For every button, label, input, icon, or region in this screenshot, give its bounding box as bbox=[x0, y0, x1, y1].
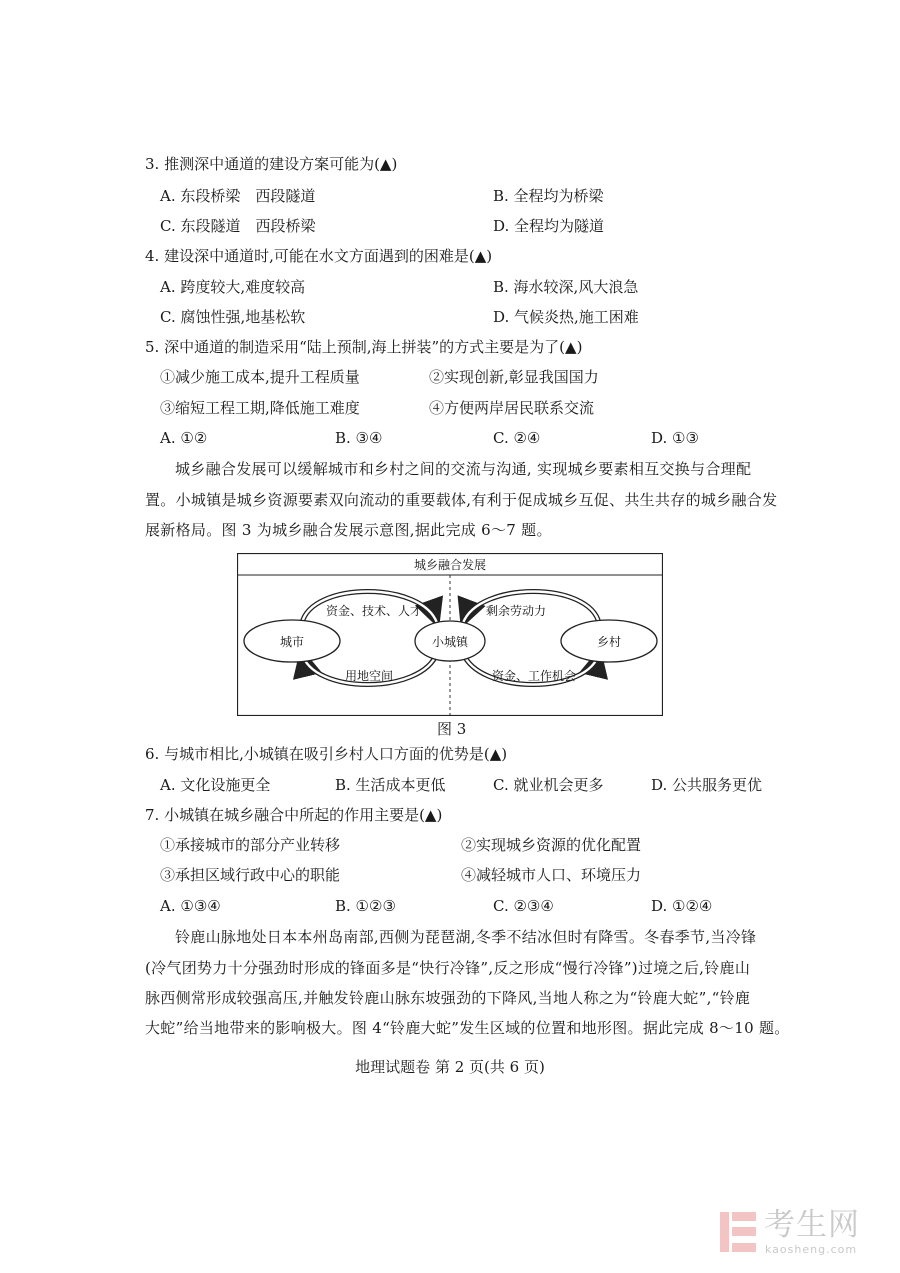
q6-option-c: C. 就业机会更多 bbox=[493, 776, 604, 794]
q6-option-d: D. 公共服务更优 bbox=[651, 776, 763, 794]
q7-stem: 7. 小城镇在城乡融合中所起的作用主要是(▲) bbox=[145, 806, 443, 824]
flow-label-capital-tech-talent: 资金、技术、人才 bbox=[325, 604, 423, 618]
watermark-subtext: kaosheng.com bbox=[765, 1243, 858, 1256]
q7-statement-2: ②实现城乡资源的优化配置 bbox=[461, 836, 642, 854]
q3-option-c: C. 东段隧道 西段桥梁 bbox=[160, 217, 316, 235]
figure-title: 城乡融合发展 bbox=[413, 558, 487, 572]
q5-statement-4: ④方便两岸居民联系交流 bbox=[429, 399, 595, 417]
passage2-line-1: 铃鹿山脉地处日本本州岛南部,西侧为琵琶湖,冬季不结冰但时有降雪。冬春季节,当冷锋 bbox=[175, 928, 757, 946]
watermark-text: 考生网 bbox=[764, 1207, 860, 1243]
watermark bbox=[718, 1206, 888, 1262]
passage1-line-3: 展新格局。图 3 为城乡融合发展示意图,据此完成 6～7 题。 bbox=[145, 521, 552, 539]
q4-stem: 4. 建设深中通道时,可能在水文方面遇到的困难是(▲) bbox=[145, 247, 493, 265]
flow-label-land-space: 用地空间 bbox=[344, 669, 394, 683]
q5-option-b: B. ③④ bbox=[335, 429, 383, 447]
q7-statement-1: ①承接城市的部分产业转移 bbox=[160, 836, 341, 854]
q7-option-b: B. ①②③ bbox=[335, 897, 396, 915]
q4-option-b: B. 海水较深,风大浪急 bbox=[493, 278, 639, 296]
figure-3-diagram bbox=[237, 553, 663, 716]
q3-stem: 3. 推测深中通道的建设方案可能为(▲) bbox=[145, 155, 398, 173]
flow-label-capital-jobs: 资金、工作机会 bbox=[491, 669, 577, 683]
passage2-line-3: 脉西侧常形成较强高压,并触发铃鹿山脉东坡强劲的下降风,当地人称之为“铃鹿大蛇”,“铃鹿 bbox=[145, 989, 751, 1007]
passage2-line-4: 大蛇”给当地带来的影响极大。图 4“铃鹿大蛇”发生区域的位置和地形图。据此完成 8～10 题。 bbox=[145, 1019, 790, 1037]
q5-statement-3: ③缩短工程工期,降低施工难度 bbox=[160, 399, 360, 417]
figure-3-caption: 图 3 bbox=[437, 720, 467, 738]
q7-statement-3: ③承担区域行政中心的职能 bbox=[160, 866, 341, 884]
flow-label-surplus-labor: 剩余劳动力 bbox=[485, 604, 547, 618]
q4-option-d: D. 气候炎热,施工困难 bbox=[493, 308, 639, 326]
q6-option-a: A. 文化设施更全 bbox=[160, 776, 271, 794]
q7-statement-4: ④减轻城市人口、环境压力 bbox=[461, 866, 642, 884]
q6-option-b: B. 生活成本更低 bbox=[335, 776, 446, 794]
q6-stem: 6. 与城市相比,小城镇在吸引乡村人口方面的优势是(▲) bbox=[145, 745, 508, 763]
node-city-label: 城市 bbox=[279, 635, 305, 649]
q4-option-a: A. 跨度较大,难度较高 bbox=[160, 278, 306, 296]
page-footer: 地理试题卷 第 2 页(共 6 页) bbox=[355, 1058, 545, 1076]
q3-option-b: B. 全程均为桥梁 bbox=[493, 187, 604, 205]
q3-option-a: A. 东段桥梁 西段隧道 bbox=[160, 187, 316, 205]
passage1-line-2: 置。小城镇是城乡资源要素双向流动的重要载体,有利于促成城乡互促、共生共存的城乡融合发 bbox=[145, 491, 778, 509]
q4-option-c: C. 腐蚀性强,地基松软 bbox=[160, 308, 306, 326]
passage1-line-1: 城乡融合发展可以缓解城市和乡村之间的交流与沟通, 实现城乡要素相互交换与合理配 bbox=[175, 460, 752, 478]
node-village-label: 乡村 bbox=[596, 635, 622, 649]
q3-option-d: D. 全程均为隧道 bbox=[493, 217, 605, 235]
q5-option-a: A. ①② bbox=[160, 429, 208, 447]
q5-statement-2: ②实现创新,彰显我国国力 bbox=[429, 368, 599, 386]
q7-option-d: D. ①②④ bbox=[651, 897, 713, 915]
q5-stem: 5. 深中通道的制造采用“陆上预制,海上拼装”的方式主要是为了(▲) bbox=[145, 338, 583, 356]
passage2-line-2: (冷气团势力十分强劲时形成的锋面多是“快行冷锋”,反之形成“慢行冷锋”)过境之后,铃鹿山 bbox=[145, 959, 751, 977]
q7-option-a: A. ①③④ bbox=[160, 897, 221, 915]
q5-statement-1: ①减少施工成本,提升工程质量 bbox=[160, 368, 360, 386]
q5-option-d: D. ①③ bbox=[651, 429, 699, 447]
node-town-label: 小城镇 bbox=[431, 635, 469, 649]
q5-option-c: C. ②④ bbox=[493, 429, 541, 447]
q7-option-c: C. ②③④ bbox=[493, 897, 554, 915]
watermark-logo-icon bbox=[718, 1208, 758, 1256]
